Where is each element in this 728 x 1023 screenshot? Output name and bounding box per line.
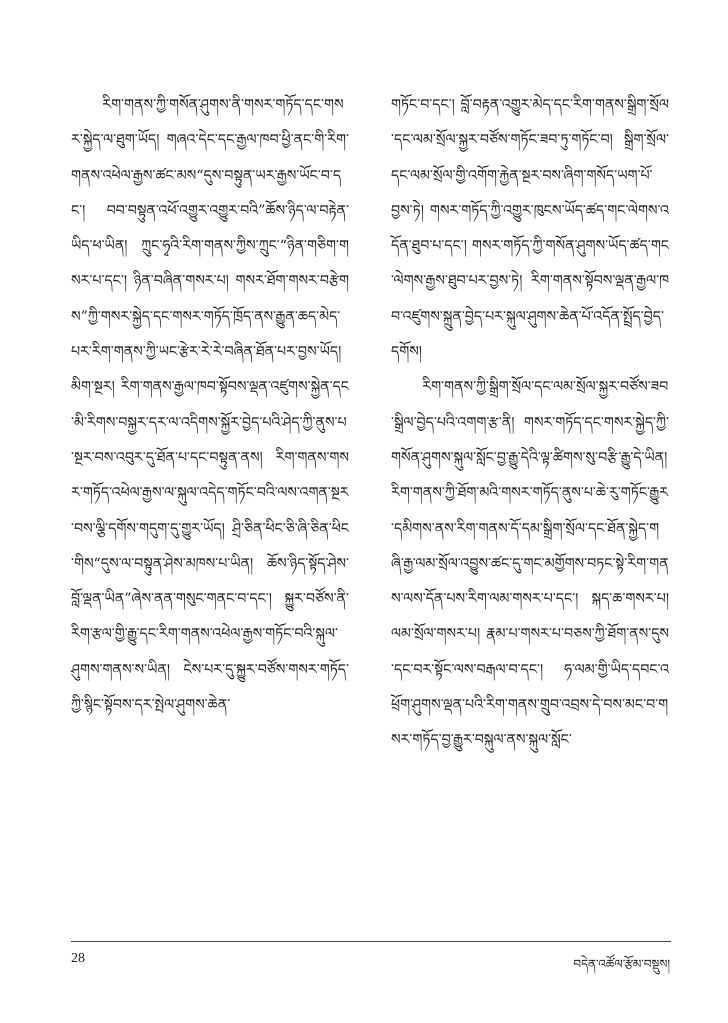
running-title: བདེན་འཚོལ་རྩོམ་བསྡུས།: [573, 957, 670, 971]
right-column: [391, 88, 669, 759]
body-paragraph: གཏོང་བ་དང་། བློ་བརྟན་འགྱུར་མེད་དང་རིག་གནས་སྒྲིག་སྲོལ་དང་ལམ་སྲོལ་སྐྱར་བཙོས་གཏོང་ཟབ་ཏུ་གཏོང་བ། སྒྲིག་སྲོལ་དང་ལམ་སྲོལ་གྱི་འགོག་རྐྱེན་སྔར་བས་ཞིག་གསོད་ཡག་པོ་བྱས་ཏེ། གསར་གཏོད་ཀྱི་འགྱུར་ཁུངས་ཡོད་ཚད་གང་ལེགས་འདོན་ཐུབ་པ་དང་། གསར་གཏོད་ཀྱི་གསོན་ཤུགས་ཡོད་ཚད་གང་ལེགས་རྒྱས་ཐུབ་པར་བྱས་ཏེ། རིག་གནས་སྟོབས་ལྡན་རྒྱལ་ཁབ་འཛུགས་སྐྲུན་བྱེད་པར་སྐུལ་ཤུགས་ཆེན་པོ་འདོན་སྤྲོད་བྱེད་དགོས།: [391, 97, 669, 361]
page-number: 28: [71, 951, 85, 966]
body-paragraph: རིག་གནས་ཀྱི་སྒྲིག་སྲོལ་དང་ལམ་སྲོལ་སྐྱར་བཙོས་ཟབ་སྒྲིལ་བྱེད་པའི་འགག་རྩ་ནི། གསར་གཏོད་དང་གསར་སྐྱེད་ཀྱི་གསོན་ཤུགས་སྐུལ་སློང་བྱ་རྒྱུ་དེའི་ལྟ་ཚིགས་སུ་བརྩི་རྒྱུ་དེ་ཡིན། རིག་གནས་ཀྱི་ཐོག་མའི་གསར་གཏོད་ནུས་པ་ཆེ་རུ་གཏོང་རྒྱུར་དམིགས་ནས་རིག་གནས་དོ་དམ་སྒྲིག་སྲོལ་དང་ཐོན་སྐྱེད་གཞི་རྒྱ་ལམ་སྲོལ་འབྱུས་ཚང་དུ་གང་མགྱོགས་བཏང་སྟེ་རིག་གནས་ལས་དོན་པས་རིག་ལམ་གསར་པ་དང་། སྐད་ཆ་གསར་པ། ལམ་སྲོལ་གསར་པ། རྣམ་པ་གསར་པ་བཅས་ཀྱི་ཐོག་ནས་དུས་དང་བར་སྟོང་ལས་བརྒལ་བ་དང་། ཧ་ལམ་གྱི་ཡིད་དབང་འཕྲོག་ཤུགས་ལྡན་པའི་རིག་གནས་གྲུབ་འབྲས་དེ་བས་མང་བ་གསར་གཏོད་བྱ་རྒྱུར་བསྐུལ་ནས་སྐུལ་སློང་: [391, 379, 669, 749]
left-column: [71, 88, 349, 723]
footer-divider: [71, 941, 671, 942]
body-paragraph: རིག་གནས་ཀྱི་གསོན་ཤུགས་ནི་གསར་གཏོད་དང་གསར་སྐྱེད་ལ་ཐུག་ཡོད། གཞའ་དེང་དང་རྒྱལ་ཁབ་ཕྱི་ནང་གི་རིག་གནས་འཕེལ་རྒྱས་ཚང་མས“དུས་བསྟུན་ཡར་རྒྱས་ཡོང་བ་དང་། བབ་བསྟུན་འཕོ་འགྱུར་འགྱུར་བའི”ཆོས་ཉིད་ལ་བརྟེན་ཡིད་ཕ་ཡིན། ཀྲུང་ཧྭའི་རིག་གནས་ཀྱིས་ཀྲུང་“ཉིན་གཅིག་གསར་པ་དང་། ཉིན་བཞིན་གསར་པ། གསར་ཐོག་གསར་བརྩེགས”ཀྱི་གསར་སྐྱེད་དང་གསར་གཏོད་ཁྲོད་ནས་རྒྱུན་ཆད་མེད་པར་རིག་གནས་ཀྱི་ཡང་རྩེར་རེ་རེ་བཞིན་ཐོན་པར་བྱས་ཡོད། མིག་སྔར། རིག་གནས་རྒྱལ་ཁབ་སྟོབས་ལྡན་འཛུགས་སྐྱེན་དང་མི་རིགས་བསྐྱར་དར་ལ་འདིགས་སྐྱོར་བྱེད་པའི་ཤེད་ཀྱི་ནུས་པ་སྔར་བས་འབུར་དུ་ཐོན་པ་དང་བསྟུན་ནས། རིག་གནས་གསར་གཏོད་འཕེལ་རྒྱས་ལ་སྐུལ་འདེད་གཏོང་བའི་ལས་འགན་སྔར་བས་ལྕི་དགོས་གདུག་དུ་གྱུར་ཡོད། ཤྲི་ཅིན་ཕིང་ཅི་ཞི་ཅིན་ཕིང་གིས“དུས་ལ་བསྟུན་ཤེས་མཁས་པ་ཡིན། ཆོས་ཉིད་སྟོད་ཤེས་བློ་ལྡན་ཡིན”ཞེས་ནན་གསུང་གནང་བ་དང་། སྐྱུར་བཙོས་ནི་རིག་རྩལ་གྱི་རྒྱུ་དང་རིག་གནས་འཕེལ་རྒྱས་གཏོང་བའི་སྐུལ་ཤུགས་གནས་ས་ཡིན། ངེས་པར་དུ་སྐྱུར་བཙོས་གསར་གཏོད་ཀྱི་སྙིང་སྟོབས་དར་སྤེལ་ཤུགས་ཆེན་: [71, 97, 349, 714]
